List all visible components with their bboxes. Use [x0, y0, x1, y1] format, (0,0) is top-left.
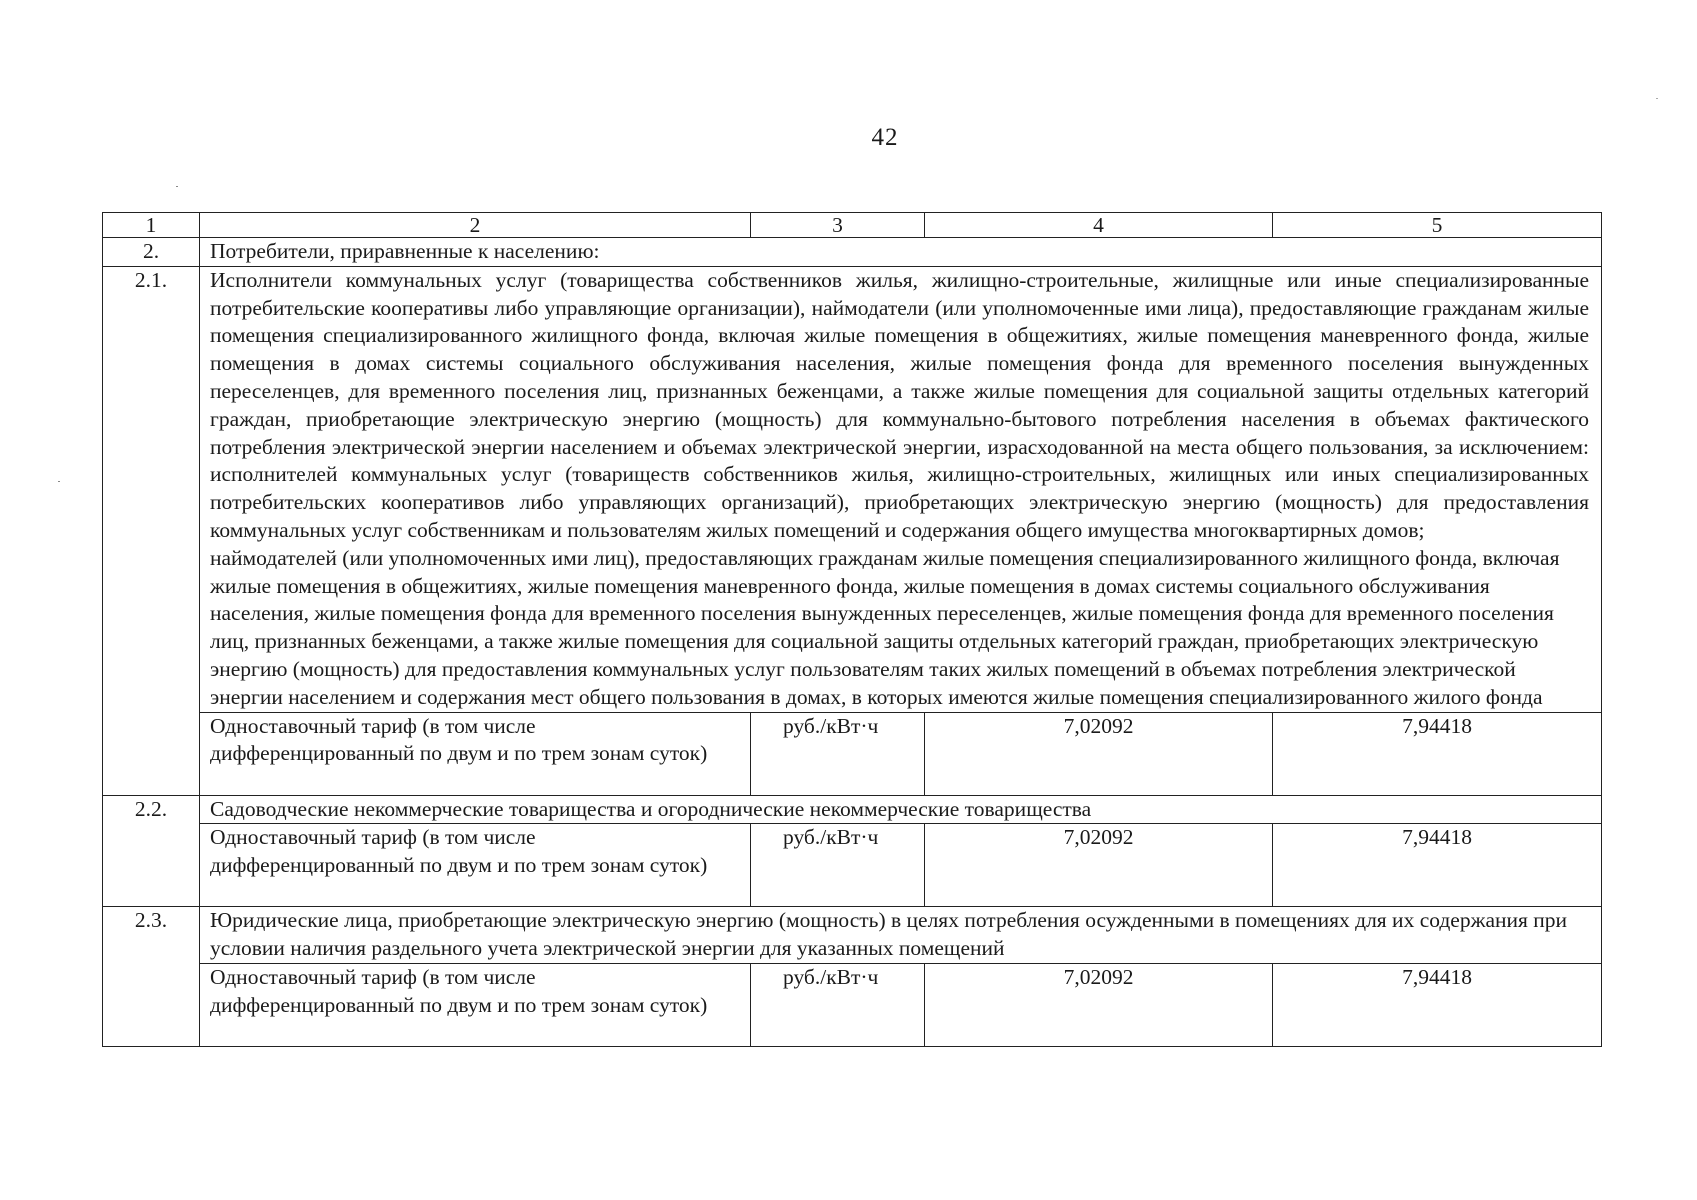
row-2-2	[103, 795, 1602, 824]
header-col-1: 1	[103, 213, 200, 238]
row-number: 2.	[103, 238, 200, 267]
row-number: 2.1.	[103, 266, 200, 795]
header-col-3: 3	[751, 213, 925, 238]
row-2-3	[103, 907, 1602, 964]
row-label: Юридические лица, приобретающие электрическую энергию (мощность) в целях потребления осужденными в помещениях для их содержания при условии наличия раздельного учета электрической энергии для указанных помещений	[200, 907, 1602, 964]
tariff-label: Одноставочный тариф (в том числе дифференцированный по двум и по трем зонам суток)	[200, 963, 751, 1046]
tariff-unit: руб./кВт·ч	[751, 963, 925, 1046]
page-number: 42	[871, 124, 899, 151]
tariff-value-col5: 7,94418	[1273, 824, 1602, 907]
header-row	[103, 213, 1602, 238]
scan-speck	[58, 481, 60, 482]
header-col-5: 5	[1273, 213, 1602, 238]
row-label: Садоводческие некоммерческие товарищества и огороднические некоммерческие товарищества	[200, 795, 1602, 824]
header-col-2: 2	[200, 213, 751, 238]
row-2-1	[103, 266, 1602, 712]
tariff-value-col5: 7,94418	[1273, 712, 1602, 795]
row-description	[200, 266, 1602, 712]
description-paragraph: Исполнители коммунальных услуг (товарищества собственников жилья, жилищно-строительные, жилищные или иные специализированные потребительские кооперативы либо управляющие организации), наймодатели (или уполномоченные ими лица), предоставляющие гражданам жилые помещения специализированного жилищного фонда, включая жилые помещения в общежитиях, жилые помещения маневренного фонда, жилые помещения в домах системы социального обслуживания населения, жилые помещения фонда для временного поселения вынужденных переселенцев, для временного поселения лиц, признанных беженцами, а также жилые помещения для социальной защиты отдельных категорий граждан, приобретающие электрическую энергию (мощность) для коммунально-бытового потребления населения в объемах фактического потребления электрической энергии населением и объемах электрической энергии, израсходованной на места общего пользования, за исключением: исполнителей коммунальных услуг (товариществ собственников жилья, жилищно-строительных, жилищных или иных специализированных потребительских кооперативов либо управляющих организаций), приобретающих электрическую энергию (мощность) для предоставления коммунальных услуг собственникам и пользователям жилых помещений и содержания общего имущества многоквартирных домов;	[210, 267, 1589, 542]
scan-speck	[176, 186, 178, 187]
row-number: 2.2.	[103, 795, 200, 907]
row-label: Потребители, приравненные к населению:	[200, 238, 1602, 267]
scan-speck	[1656, 98, 1658, 99]
header-col-4: 4	[925, 213, 1273, 238]
tariff-unit: руб./кВт·ч	[751, 824, 925, 907]
tariff-table	[102, 212, 1602, 1047]
tariff-row	[103, 824, 1602, 907]
row-2	[103, 238, 1602, 267]
tariff-row	[103, 712, 1602, 795]
tariff-unit: руб./кВт·ч	[751, 712, 925, 795]
tariff-value-col4: 7,02092	[925, 824, 1273, 907]
tariff-label: Одноставочный тариф (в том числе дифференцированный по двум и по трем зонам суток)	[200, 712, 751, 795]
tariff-value-col4: 7,02092	[925, 963, 1273, 1046]
tariff-row	[103, 963, 1602, 1046]
tariff-value-col4: 7,02092	[925, 712, 1273, 795]
tariff-label: Одноставочный тариф (в том числе дифференцированный по двум и по трем зонам суток)	[200, 824, 751, 907]
row-number: 2.3.	[103, 907, 200, 1047]
tariff-value-col5: 7,94418	[1273, 963, 1602, 1046]
description-paragraph: наймодателей (или уполномоченных ими лиц), предоставляющих гражданам жилые помещения специализированного жилищного фонда, включая жилые помещения в общежитиях, жилые помещения маневренного фонда, жилые помещения в домах системы социального обслуживания населения, жилые помещения фонда для временного поселения вынужденных переселенцев, жилые помещения фонда для временного поселения лиц, признанных беженцами, а также жилые помещения для социальной защиты отдельных категорий граждан, приобретающих электрическую энергию (мощность) для предоставления коммунальных услуг пользователям таких жилых помещений в объемах потребления электрической энергии населением и содержания мест общего пользования в домах, в которых имеются жилые помещения специализированного жилого фонда	[210, 545, 1560, 709]
